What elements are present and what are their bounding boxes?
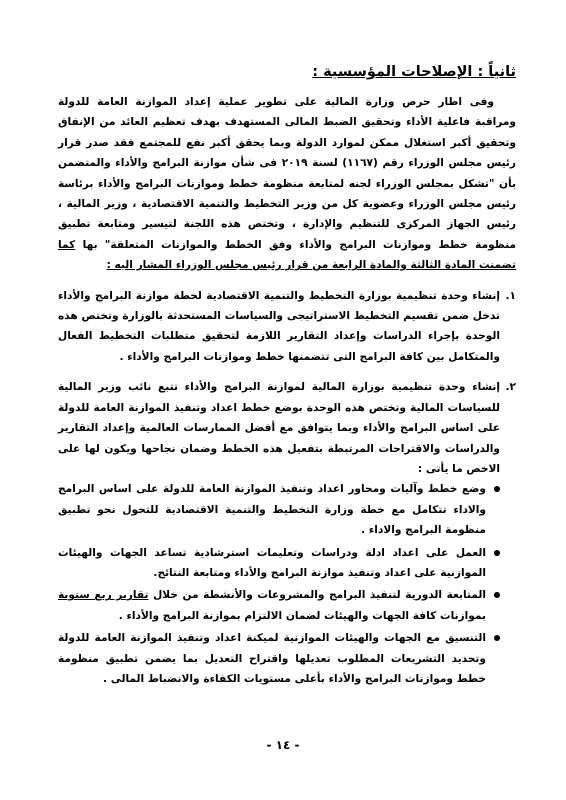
bullet-text-after: بموازنات كافة الجهات والهيئات لضمان الالتزام بموازنة البرامج والأداء . bbox=[118, 609, 486, 622]
bullet-underlined-text: تقارير ربع سنوية bbox=[58, 589, 149, 602]
bullet-text: العمل على اعداد ادلة ودراسات وتعليمات استرشادية تساعد الجهات والهيئات الموازنية على اعداد وتنفيذ موازنة البرامج والأداء ومتابعة النتائج. bbox=[58, 546, 486, 579]
bullet-icon bbox=[494, 550, 500, 556]
numbered-item-1 bbox=[58, 286, 516, 368]
bullet-item bbox=[58, 479, 500, 540]
intro-text: وفى اطار حرص وزارة المالية على تطوير عملية إعداد الموازنة العامة للدولة ومراقبة فاعلية الأداء وتحقيق الضبط المالى المستهدف بهدف تعظيم العائد من الإنفاق وتحقيق أكبر استغلال ممكن لموارد الدولة وبما يحقق أكبر نفع للمجتمع فقد صدر قرار رئيس مجلس الوزراء رقم (١١٦٧) لسنة ٢٠١٩ فى شأن موازنة البرامج والأداء والمتضمن بأن "تشكل بمجلس الوزراء لجنه لمتابعة منظومة خطط وموازنات البرامج والأداء برئاسة رئيس مجلس الوزراء وعضوية كل من وزير التخطيط والتنمية الاقتصادية ، وزير المالية ، رئيس الجهاز المركزى للتنظيم والإدارة ، وتختص هذه اللجنة لتيسير ومتابعة تطبيق منظومة خطط وموازنات البرامج والأداء وفق الخطط والموازنات المتعلقة" بها bbox=[58, 96, 516, 251]
bullet-item bbox=[58, 628, 500, 689]
numbered-item-2 bbox=[58, 377, 516, 479]
bullet-icon bbox=[494, 592, 500, 598]
bullet-icon bbox=[494, 635, 500, 641]
page-number: - ١٤ - bbox=[266, 738, 300, 752]
bullet-item bbox=[58, 585, 500, 626]
bullet-icon bbox=[494, 486, 500, 492]
bullet-item bbox=[58, 543, 500, 584]
bullet-text: المتابعة الدورية لتنفيذ البرامج والمشروعات والأنشطة من خلال bbox=[148, 589, 486, 602]
section-title: الإصلاحات المؤسسية : bbox=[312, 64, 473, 80]
intro-paragraph bbox=[58, 92, 516, 276]
bullet-text: وضع خطط وآليات ومحاور اعداد وتنفيذ الموازنة العامة للدولة على اساس البرامج والاداء تتكامل مع خطة وزارة التخطيط والتنمية الاقتصادية للتحول نحو تطبيق منظومة البرامج والاداء . bbox=[58, 483, 486, 537]
item-number: ١. bbox=[505, 289, 516, 302]
bullet-list bbox=[58, 479, 516, 689]
section-prefix: ثانياً : bbox=[477, 64, 516, 80]
item-number: ٢. bbox=[505, 381, 516, 394]
intro-reference: كما تضمنت المادة الثالثة والمادة الرابعة من قرار رئيس مجلس الوزراء المشار اليه : bbox=[58, 238, 516, 272]
item-text: إنشاء وحدة تنظيمية بوزارة المالية لموازنة البرامج والأداء تتبع نائب وزير المالية للسياسات المالية وتختص هذه الوحدة بوضع خطط اعداد وتنفيذ الموازنة العامة للدولة على اساس البرامج والأداء وبما يتوافق مع أفضل الممارسات العالمية وإعداد التقارير والدراسات والاقتراحات المرتبطة بتفعيل هذه الخطط وضمان نجاحها ويكون لها على الاخص ما يأتى : bbox=[58, 381, 500, 475]
item-text: إنشاء وحدة تنظيمية بوزارة التخطيط والتنمية الاقتصادية لخطة موازنة البرامج والأداء تدخل ضمن تقسيم التخطيط الاستراتيجى والسياسات المستحدثة بالوزارة وتختص هذه الوحدة بإجراء الدراسات وإعداد التقارير اللازمة لتحقيق متطلبات التخطيط الفعال والمتكامل بين كافة البرامج التى تتضمنها خطط وموازنات البرامج والأداء . bbox=[58, 289, 500, 363]
section-heading bbox=[58, 62, 516, 82]
bullet-text: التنسيق مع الجهات والهيئات الموازنية لميكنة اعداد وتنفيذ الموازنة العامة للدولة وتحديد التشريعات المطلوب تعديلها واقتراح التعديل بما يضمن تطبيق منظومة خطط وموازنات البرامج والأداء بأعلى مستويات الكفاءة والانضباط المالى . bbox=[58, 632, 486, 685]
